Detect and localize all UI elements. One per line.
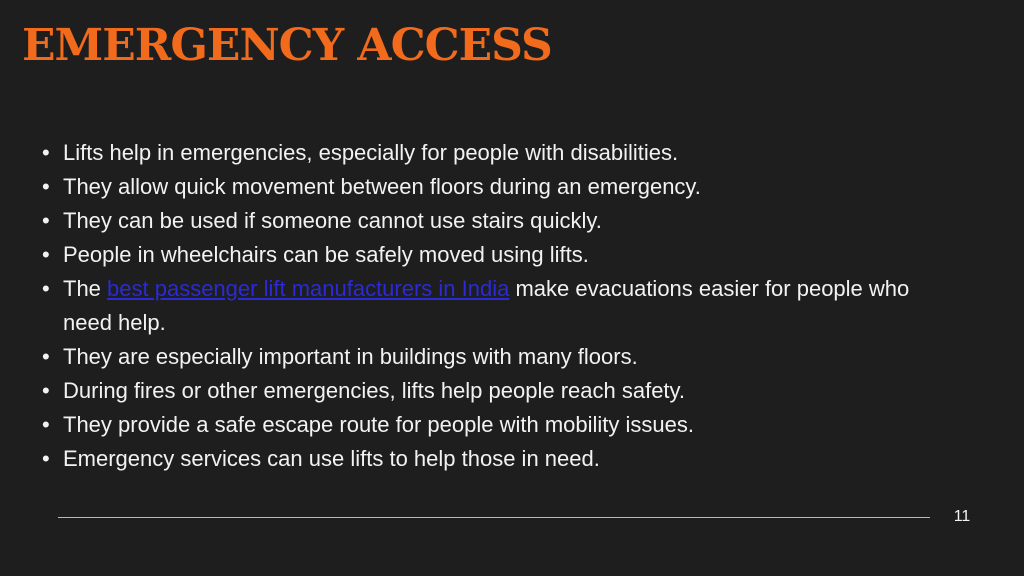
bullet-text: They can be used if someone cannot use stairs quickly. [63, 208, 602, 233]
bullet-item [40, 340, 940, 374]
page-number: 11 [953, 508, 971, 525]
bullet-dot-icon: • [42, 378, 50, 403]
bullet-item [40, 374, 940, 408]
footer-divider [58, 517, 930, 518]
bullet-text: During fires or other emergencies, lifts help people reach safety. [63, 378, 686, 403]
bullet-text: They provide a safe escape route for people with mobility issues. [63, 412, 694, 437]
bullet-dot-icon: • [42, 412, 50, 437]
bullet-list [40, 136, 940, 476]
bullet-dot-icon: • [42, 140, 50, 165]
bullet-text: They are especially important in buildings with many floors. [63, 344, 638, 369]
bullet-dot-icon: • [42, 276, 50, 301]
bullet-item [40, 408, 940, 442]
bullet-dot-icon: • [42, 344, 50, 369]
bullet-text-after-link: make evacuations easier for people who need help. [63, 276, 910, 335]
bullet-dot-icon: • [42, 446, 50, 471]
slide-title: EMERGENCY ACCESS [22, 20, 552, 71]
bullet-dot-icon: • [42, 174, 50, 199]
bullet-text: People in wheelchairs can be safely moved using lifts. [63, 242, 589, 267]
bullet-item [40, 238, 940, 272]
bullet-item [40, 136, 940, 170]
bullet-text: They allow quick movement between floors during an emergency. [63, 174, 701, 199]
bullet-dot-icon: • [42, 208, 50, 233]
bullet-item [40, 170, 940, 204]
bullet-item-with-link [40, 272, 940, 340]
bullet-text: Emergency services can use lifts to help those in need. [63, 446, 600, 471]
bullet-item [40, 204, 940, 238]
manufacturers-link[interactable]: best passenger lift manufacturers in India [107, 276, 510, 301]
bullet-dot-icon: • [42, 242, 50, 267]
bullet-item [40, 442, 940, 476]
bullet-text: Lifts help in emergencies, especially for people with disabilities. [63, 140, 679, 165]
bullet-text-before-link: The [63, 276, 108, 301]
